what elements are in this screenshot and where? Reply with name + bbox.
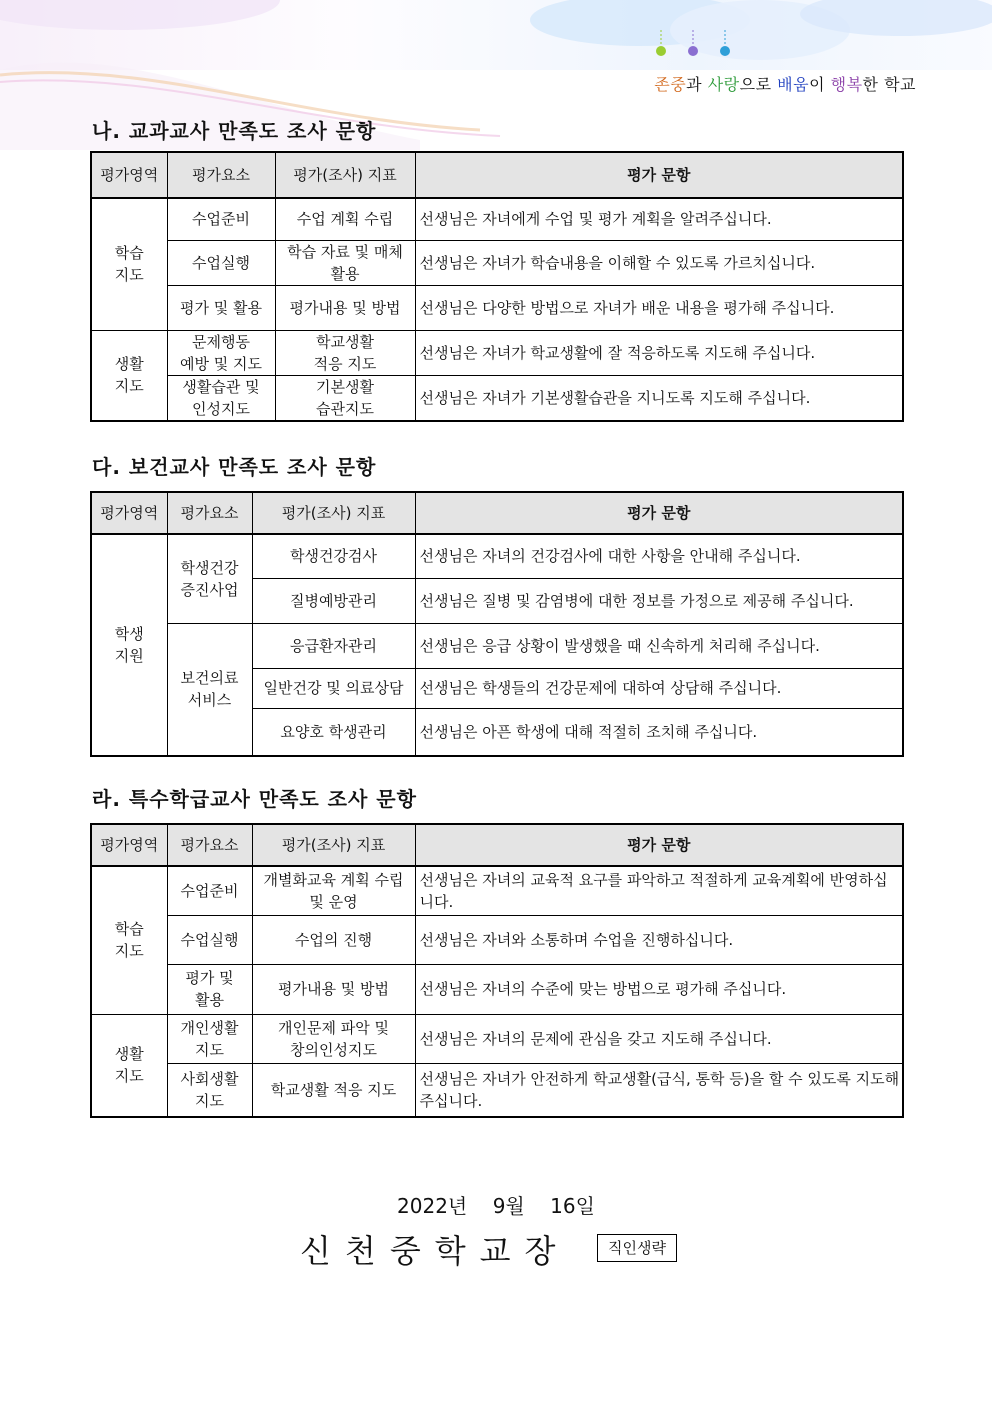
motto-part: 존중 <box>654 75 687 94</box>
health-teacher-survey-table <box>90 491 904 757</box>
motto-part: 과 <box>686 75 708 94</box>
section-title-health-teacher: 다. 보건교사 만족도 조사 문항 <box>92 455 377 479</box>
date-year: 2022년 <box>397 1194 468 1218</box>
question-cell: 선생님은 자녀와 소통하며 수업을 진행하십니다. <box>415 915 903 964</box>
table-row <box>91 534 903 578</box>
table-row <box>91 964 903 1014</box>
area-cell: 생활 지도 <box>91 1014 167 1117</box>
section-title-special-class-teacher: 라. 특수학급교사 만족도 조사 문항 <box>92 787 417 811</box>
table-row <box>91 915 903 964</box>
question-cell: 선생님은 아픈 학생에 대해 적절히 조치해 주십니다. <box>415 708 903 756</box>
header-question: 평가 문항 <box>415 152 903 198</box>
indicator-cell: 학교생활 적응 지도 <box>252 1063 415 1117</box>
question-cell: 선생님은 응급 상황이 발생했을 때 신속하게 처리해 주십니다. <box>415 623 903 668</box>
area-cell: 생활 지도 <box>91 330 167 421</box>
question-cell: 선생님은 자녀가 안전하게 학교생활(급식, 통학 등)을 할 수 있도록 지도해 주십니다. <box>415 1063 903 1117</box>
header-indicator: 평가(조사) 지표 <box>252 824 415 866</box>
indicator-cell: 응급환자관리 <box>252 623 415 668</box>
element-cell: 생활습관 및 인성지도 <box>167 375 275 421</box>
element-cell: 수업준비 <box>167 866 252 915</box>
special-class-teacher-survey-table <box>90 823 904 1118</box>
header-question: 평가 문항 <box>415 824 903 866</box>
element-cell: 보건의료 서비스 <box>167 623 252 756</box>
element-cell: 수업실행 <box>167 915 252 964</box>
indicator-cell: 일반건강 및 의료상담 <box>252 668 415 708</box>
seal-omitted-box: 직인생략 <box>597 1234 677 1262</box>
motto-part: 사랑 <box>707 75 740 94</box>
header-area: 평가영역 <box>91 492 167 534</box>
element-cell: 수업실행 <box>167 240 275 285</box>
indicator-cell: 학생건강검사 <box>252 534 415 578</box>
header-question: 평가 문항 <box>415 492 903 534</box>
header-area: 평가영역 <box>91 824 167 866</box>
question-cell: 선생님은 질병 및 감염병에 대한 정보를 가정으로 제공해 주십니다. <box>415 578 903 623</box>
question-cell: 선생님은 학생들의 건강문제에 대하여 상담해 주십니다. <box>415 668 903 708</box>
question-cell: 선생님은 자녀의 교육적 요구를 파악하고 적절하게 교육계획에 반영하십니다. <box>415 866 903 915</box>
indicator-cell: 질병예방관리 <box>252 578 415 623</box>
header-indicator: 평가(조사) 지표 <box>252 492 415 534</box>
table-row <box>91 240 903 285</box>
indicator-cell: 학습 자료 및 매체 활용 <box>275 240 415 285</box>
subject-teacher-survey-table <box>90 151 904 422</box>
question-cell: 선생님은 자녀가 학습내용을 이해할 수 있도록 가르치십니다. <box>415 240 903 285</box>
element-cell: 문제행동 예방 및 지도 <box>167 330 275 375</box>
element-cell: 평가 및 활용 <box>167 285 275 330</box>
table-row <box>91 623 903 668</box>
area-cell: 학생 지원 <box>91 534 167 756</box>
question-cell: 선생님은 다양한 방법으로 자녀가 배운 내용을 평가해 주십니다. <box>415 285 903 330</box>
header-element: 평가요소 <box>167 824 252 866</box>
indicator-cell: 학교생활 적응 지도 <box>275 330 415 375</box>
question-cell: 선생님은 자녀의 수준에 맞는 방법으로 평가해 주십니다. <box>415 964 903 1014</box>
indicator-cell: 기본생활 습관지도 <box>275 375 415 421</box>
header-element: 평가요소 <box>167 152 275 198</box>
motto-part: 행복 <box>830 75 863 94</box>
indicator-cell: 개인문제 파악 및 창의인성지도 <box>252 1014 415 1063</box>
indicator-cell: 개별화교육 계획 수립 및 운영 <box>252 866 415 915</box>
element-cell: 사회생활 지도 <box>167 1063 252 1117</box>
motto-part: 배움 <box>777 75 810 94</box>
element-cell: 수업준비 <box>167 198 275 240</box>
question-cell: 선생님은 자녀가 기본생활습관을 지니도록 지도해 주십니다. <box>415 375 903 421</box>
issue-date <box>0 1190 992 1219</box>
element-cell: 평가 및 활용 <box>167 964 252 1014</box>
header-area: 평가영역 <box>91 152 167 198</box>
motto-part: 이 <box>809 75 831 94</box>
date-month: 9월 <box>492 1194 525 1218</box>
table-row <box>91 375 903 421</box>
motto-part: 한 학교 <box>862 75 916 94</box>
indicator-cell: 평가내용 및 방법 <box>252 964 415 1014</box>
element-cell: 개인생활 지도 <box>167 1014 252 1063</box>
header-element: 평가요소 <box>167 492 252 534</box>
table-row <box>91 866 903 915</box>
area-cell: 학습 지도 <box>91 866 167 1014</box>
school-motto <box>654 72 916 95</box>
header-indicator: 평가(조사) 지표 <box>275 152 415 198</box>
table-row <box>91 285 903 330</box>
principal-title: 신천중학교장 <box>300 1232 570 1270</box>
date-day: 16일 <box>550 1194 595 1218</box>
indicator-cell: 요양호 학생관리 <box>252 708 415 756</box>
element-cell: 학생건강 증진사업 <box>167 534 252 623</box>
question-cell: 선생님은 자녀가 학교생활에 잘 적응하도록 지도해 주십니다. <box>415 330 903 375</box>
motto-part: 으로 <box>739 75 778 94</box>
question-cell: 선생님은 자녀의 문제에 관심을 갖고 지도해 주십니다. <box>415 1014 903 1063</box>
table-row <box>91 330 903 375</box>
section-title-subject-teacher: 나. 교과교사 만족도 조사 문항 <box>92 119 377 143</box>
table-row <box>91 1014 903 1063</box>
table-row <box>91 198 903 240</box>
indicator-cell: 수업의 진행 <box>252 915 415 964</box>
table-row <box>91 1063 903 1117</box>
indicator-cell: 평가내용 및 방법 <box>275 285 415 330</box>
question-cell: 선생님은 자녀의 건강검사에 대한 사항을 안내해 주십니다. <box>415 534 903 578</box>
question-cell: 선생님은 자녀에게 수업 및 평가 계획을 알려주십니다. <box>415 198 903 240</box>
indicator-cell: 수업 계획 수립 <box>275 198 415 240</box>
area-cell: 학습 지도 <box>91 198 167 330</box>
